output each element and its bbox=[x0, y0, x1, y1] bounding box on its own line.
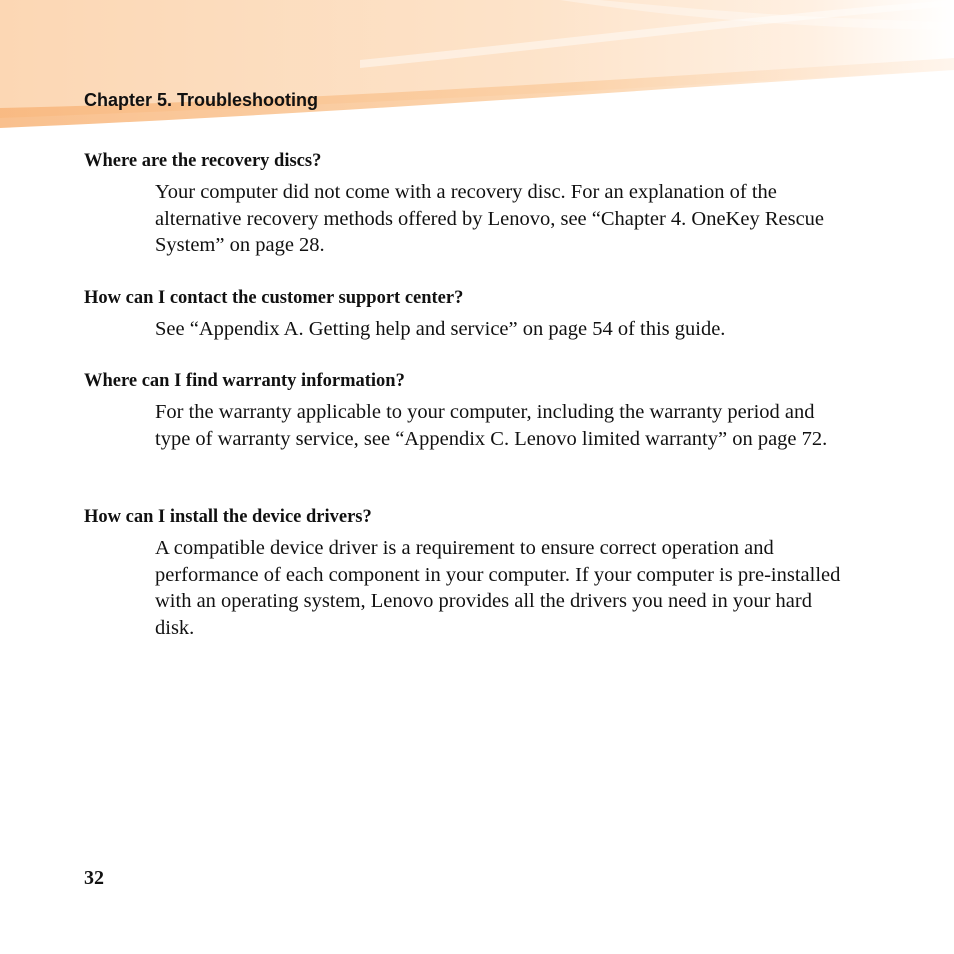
faq-item-warranty-information bbox=[84, 369, 864, 452]
faq-item-recovery-discs bbox=[84, 149, 864, 259]
faq-question: How can I contact the customer support center? bbox=[84, 288, 464, 308]
faq-answer: Your computer did not come with a recovery disc. For an explanation of the alternative recovery methods offered by Lenovo, see “Chapter 4. OneKey Rescue System” on page 28. bbox=[155, 181, 825, 257]
faq-item-support-center bbox=[84, 286, 864, 343]
faq-question: How can I install the device drivers? bbox=[84, 507, 372, 527]
faq-answer: For the warranty applicable to your computer, including the warranty period and type of warranty service, see “Appendix C. Lenovo limited warranty” on page 72. bbox=[155, 401, 828, 450]
faq-item-device-drivers bbox=[84, 505, 864, 642]
faq-answer: See “Appendix A. Getting help and service” on page 54 of this guide. bbox=[155, 318, 726, 340]
faq-answer: A compatible device driver is a requirement to ensure correct operation and performance of each component in your computer. If your computer is pre-installed with an operating system, Lenovo provides all the drivers you need in your hard disk. bbox=[155, 537, 841, 640]
faq-question: Where are the recovery discs? bbox=[84, 151, 322, 171]
faq-question: Where can I find warranty information? bbox=[84, 371, 405, 391]
page-number: 32 bbox=[84, 867, 104, 889]
header-decorative-band bbox=[0, 0, 954, 135]
chapter-title: Chapter 5. Troubleshooting bbox=[84, 90, 319, 110]
